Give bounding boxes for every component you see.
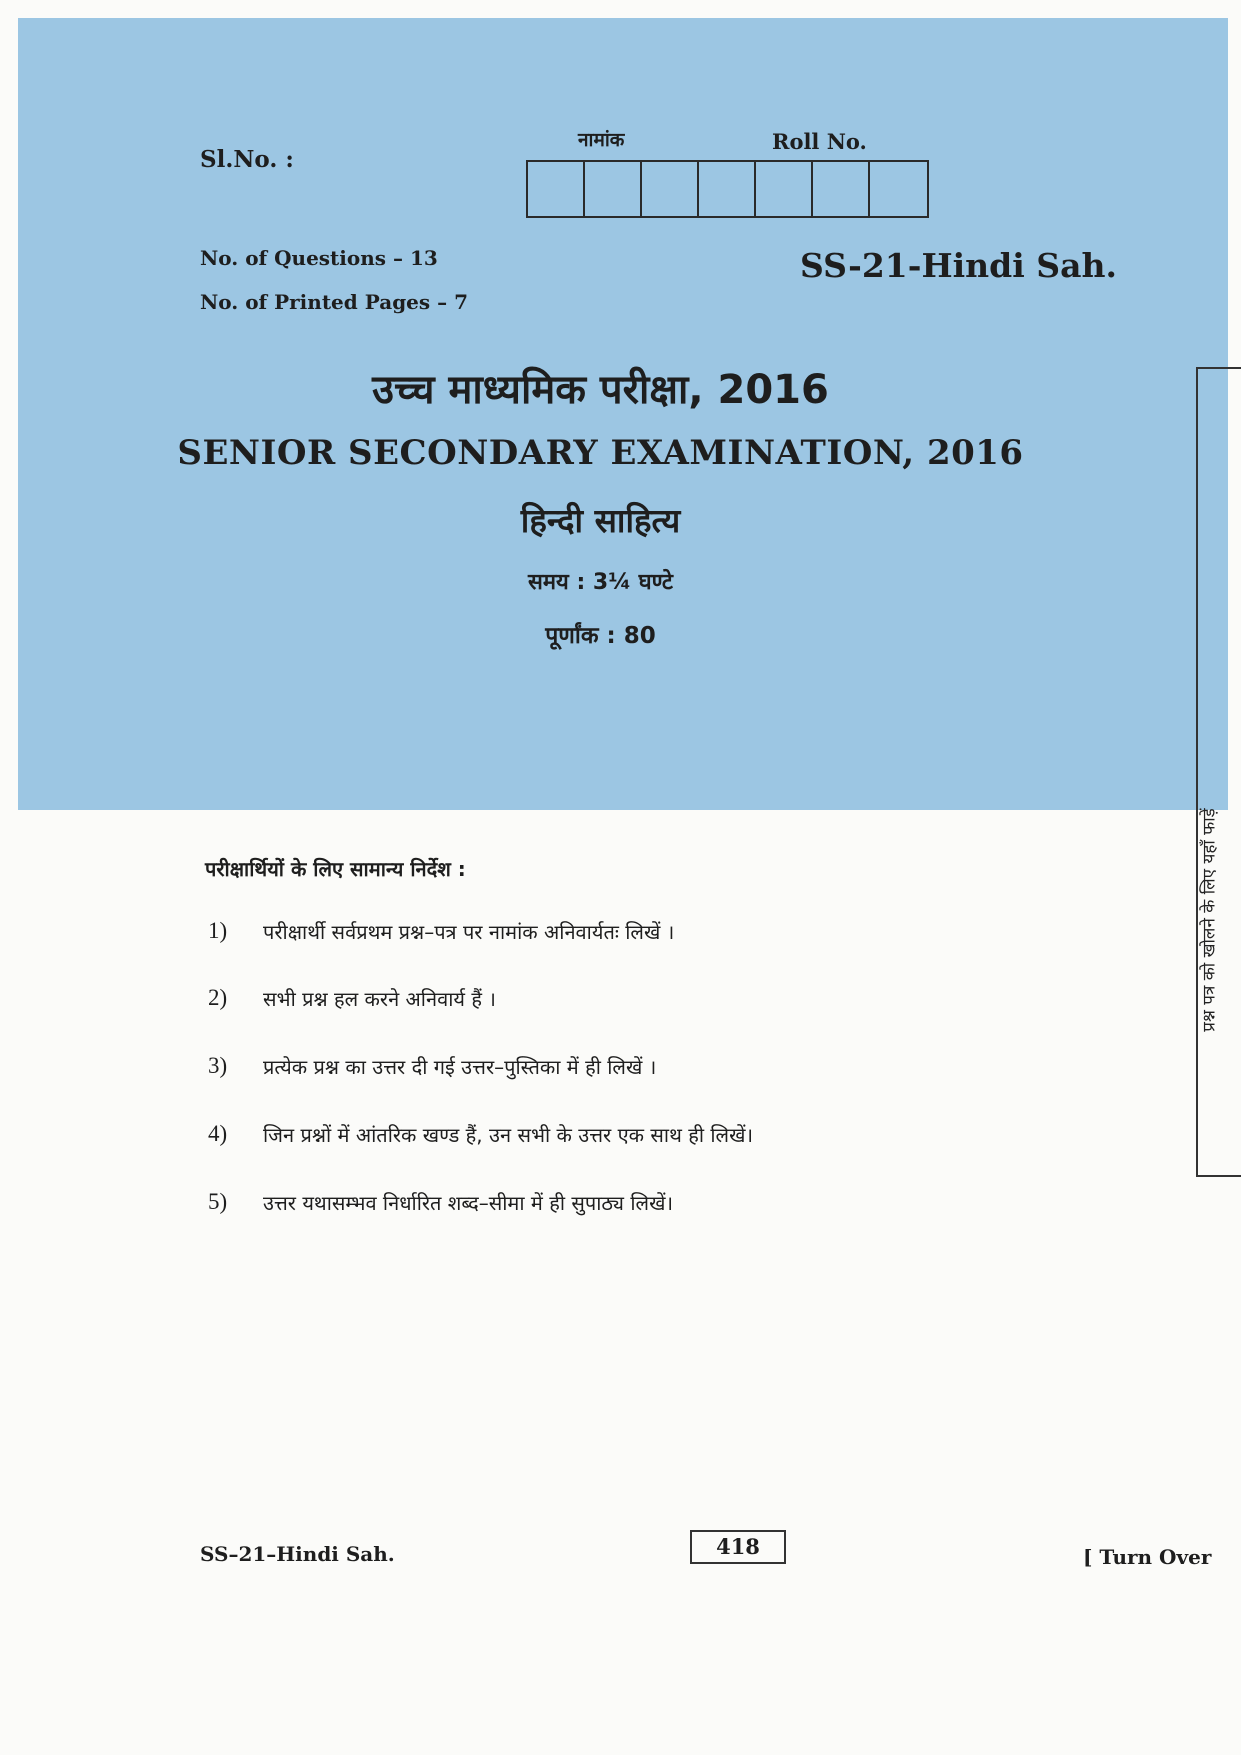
tear-strip-note: प्रश्न पत्र को खोलने के लिए यहाँ फाड़ें [1199, 808, 1220, 1032]
tear-strip[interactable] [1196, 367, 1241, 1177]
exam-duration: समय : 3¼ घण्टे [528, 570, 673, 595]
instruction-text: सभी प्रश्न हल करने अनिवार्य हैं । [263, 987, 496, 1011]
page-number: 418 [690, 1530, 786, 1564]
instructions-heading: परीक्षार्थियों के लिए सामान्य निर्देश : [205, 857, 466, 881]
roll-number-box[interactable] [528, 162, 585, 216]
turn-over-note: [ Turn Over [1083, 1545, 1212, 1569]
roll-number-label-hindi: नामांक [578, 129, 625, 151]
instruction-item [208, 1189, 673, 1216]
instruction-text: उत्तर यथासम्भव निर्धारित शब्द–सीमा में ही सुपाठ्य लिखें। [263, 1191, 674, 1215]
printed-pages-count: No. of Printed Pages – 7 [200, 290, 468, 314]
instruction-item [208, 918, 674, 945]
subject-title: हिन्दी साहित्य [520, 501, 681, 540]
instruction-text: जिन प्रश्नों में आंतरिक खण्ड हैं, उन सभी के उत्तर एक साथ ही लिखें। [263, 1123, 754, 1147]
instruction-number: 1) [208, 918, 228, 943]
roll-number-box[interactable] [585, 162, 642, 216]
instruction-text: परीक्षार्थी सर्वप्रथम प्रश्न–पत्र पर नामांक अनिवार्यतः लिखें । [263, 920, 675, 944]
instruction-item [208, 985, 496, 1012]
instruction-number: 3) [208, 1053, 228, 1078]
roll-number-box[interactable] [813, 162, 870, 216]
instruction-item [208, 1053, 656, 1080]
max-marks: पूर्णांक : 80 [545, 623, 656, 649]
roll-number-boxes [526, 160, 929, 218]
instruction-number: 2) [208, 985, 228, 1010]
instruction-number: 5) [208, 1189, 228, 1214]
roll-number-box[interactable] [642, 162, 699, 216]
questions-count: No. of Questions – 13 [200, 246, 438, 270]
instruction-item [208, 1121, 753, 1148]
roll-number-box[interactable] [870, 162, 927, 216]
exam-title-hindi: उच्च माध्यमिक परीक्षा, 2016 [372, 367, 829, 413]
exam-title-english: SENIOR SECONDARY EXAMINATION, 2016 [177, 433, 1024, 473]
instruction-number: 4) [208, 1121, 228, 1146]
roll-number-label-english: Roll No. [772, 129, 867, 154]
roll-number-box[interactable] [756, 162, 813, 216]
serial-number-label: Sl.No. : [200, 146, 294, 173]
footer-paper-code: SS–21–Hindi Sah. [200, 1542, 395, 1566]
roll-number-box[interactable] [699, 162, 756, 216]
paper-code: SS-21-Hindi Sah. [800, 246, 1117, 285]
instruction-text: प्रत्येक प्रश्न का उत्तर दी गई उत्तर–पुस्तिका में ही लिखें । [263, 1055, 657, 1079]
